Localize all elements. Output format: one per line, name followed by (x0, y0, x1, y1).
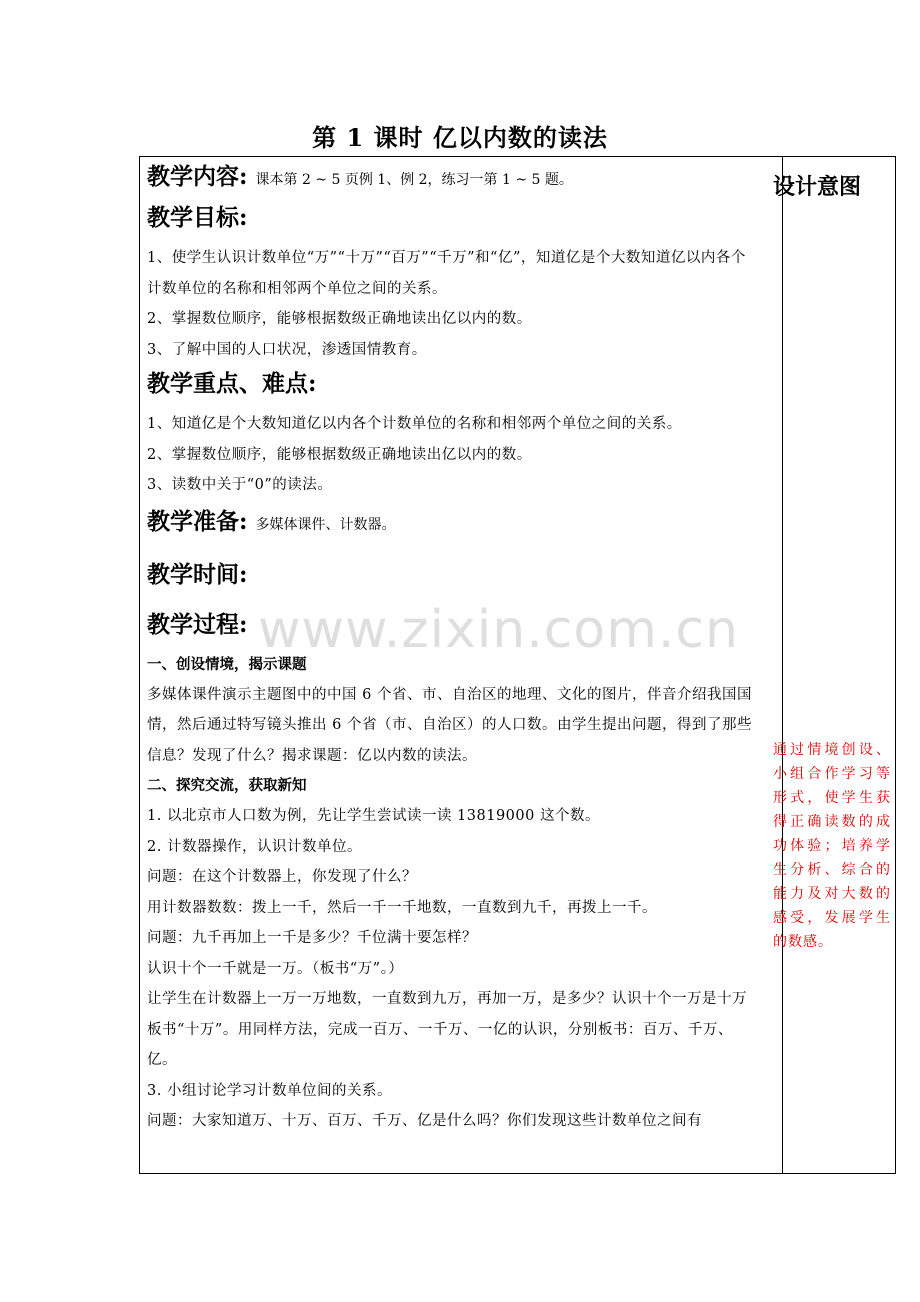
section1-paragraph: 多媒体课件演示主题图中的中国 6 个省、市、自治区的地理、文化的图片，伴音介绍我国国情，然后通过特写镜头推出 6 个省（市、自治区）的人口数。由学生提出问题，得到了那些信息？发现了什么？揭求课题：亿以内数的读法。 (147, 686, 752, 764)
process-line: 板书“十万”。用同样方法，完成一百万、一千万、一亿的认识，分别板书：百万、千万、亿。 (147, 1021, 733, 1068)
keypoints-heading: 教学重点、难点: (147, 370, 317, 397)
process-line: 认识十个一千就是一万。（板书“万”。） (147, 960, 404, 977)
page-title: 第 1 课时 亿以内数的读法 (312, 123, 608, 152)
process-line: 3. 小组讨论学习计数单位间的关系。 (147, 1082, 392, 1099)
goal-item: 2、掌握数位顺序，能够根据数级正确地读出亿以内的数。 (147, 311, 532, 327)
process-line: 问题：在这个计数器上，你发现了什么？ (147, 869, 417, 885)
content-heading: 教学内容: (147, 163, 248, 190)
goal-item: 3、了解中国的人口状况，渗透国情教育。 (147, 341, 427, 358)
process-line: 让学生在计数器上一万一万地数，一直数到九万，再加一万，是多少？认识十个一万是十万 (147, 991, 747, 1007)
process-line: 2. 计数器操作，认识计数单位。 (147, 838, 362, 855)
process-heading: 教学过程: (147, 610, 248, 638)
keypoint-item: 3、读数中关于“0”的读法。 (147, 477, 333, 493)
goals-heading: 教学目标: (147, 204, 248, 231)
watermark: www.zixin.com.cn (258, 600, 739, 660)
section1-title: 一、创设情境，揭示课题 (147, 655, 307, 673)
prep-row (147, 505, 759, 542)
design-intent-header: 设计意图 (773, 174, 862, 200)
keypoint-item: 2、掌握数位顺序，能够根据数级正确地读出亿以内的数。 (147, 446, 532, 463)
process-line: 问题：九千再加上一千是多少？千位满十要怎样？ (147, 930, 477, 946)
section2-title: 二、探究交流，获取新知 (147, 777, 307, 794)
goal-item: 1、使学生认识计数单位“万”“十万”“百万”“千万”和“亿”，知道亿是个大数知道亿以内各个计数单位的名称和相邻两个单位之间的关系。 (147, 250, 746, 297)
content-row (147, 160, 759, 197)
keypoint-item: 1、知道亿是个大数知道亿以内各个计数单位的名称和相邻两个单位之间的关系。 (147, 416, 682, 432)
content-text: 课本第 2 ~ 5 页例 1、例 2，练习一第 1 ~ 5 题。 (255, 172, 573, 188)
design-intent-note: 通过情境创设、小组合作学习等形式，使学生获得正确读数的成功体验；培养学生分析、综合的能力及对大数的感受，发展学生的数感。 (773, 742, 891, 950)
lesson-body (147, 158, 759, 1137)
process-line: 1. 以北京市人口数为例，先让学生尝试读一读 13819000 这个数。 (147, 808, 600, 824)
time-heading: 教学时间: (147, 560, 248, 588)
prep-text: 多媒体课件、计数器。 (255, 516, 396, 533)
process-line: 用计数器数数：拨上一千，然后一千一千地数，一直数到九千，再拨上一千。 (147, 899, 657, 916)
side-column-frame (763, 156, 896, 1174)
prep-heading: 教学准备: (147, 507, 248, 535)
process-line: 问题：大家知道万、十万、百万、千万、亿是什么吗？你们发现这些计数单位之间有 (147, 1113, 702, 1129)
